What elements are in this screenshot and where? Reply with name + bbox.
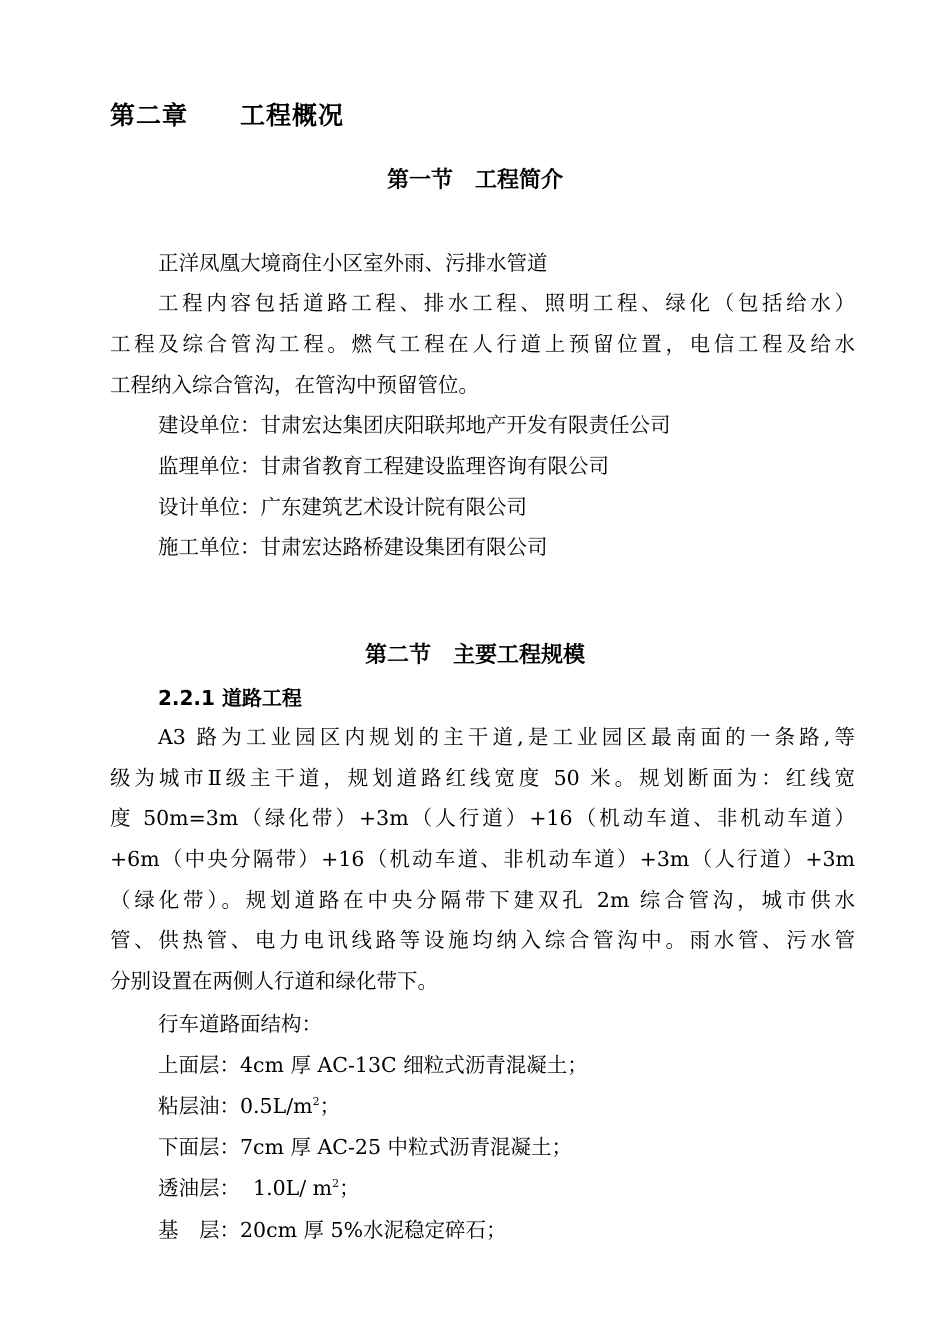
tack-coat-text: 粘层油：0.5L/m [158, 1094, 313, 1118]
scope-line-1: 工程内容包括道路工程、排水工程、照明工程、绿化（包括给水） [158, 291, 855, 315]
road-para-line-5: （绿化带）。规划道路在中央分隔带下建双孔 2m 综合管沟，城市供水 [110, 888, 855, 912]
road-para-line-2: 级为城市Ⅱ级主干道，规划道路红线宽度 50 米。规划断面为：红线宽 [110, 766, 855, 790]
chapter-title: 第二章 工程概况 [110, 101, 345, 130]
subheading-road-works: 2.2.1 道路工程 [158, 686, 302, 710]
road-para-line-1: A3 路为工业园区内规划的主干道,是工业园区最南面的一条路,等 [158, 725, 855, 749]
section-title-intro: 第一节 工程简介 [386, 168, 563, 193]
surface-layer-line: 上面层：4cm 厚 AC-13C 细粒式沥青混凝土； [158, 1053, 588, 1077]
road-para-line-7: 分别设置在两侧人行道和绿化带下。 [110, 969, 438, 993]
tack-coat-superscript: 2 [312, 1095, 320, 1109]
road-para-line-4: +6m（中央分隔带）+16（机动车道、非机动车道）+3m（人行道）+3m [110, 847, 855, 871]
prime-coat-text: 透油层： 1.0L/ m [158, 1176, 333, 1200]
base-layer-line: 基 层：20cm 厚 5%水泥稳定碎石； [158, 1218, 507, 1242]
tack-coat-end: ； [319, 1094, 341, 1118]
road-para-line-6: 管、供热管、电力电讯线路等设施均纳入综合管沟中。雨水管、污水管 [110, 928, 855, 952]
prime-coat-superscript: 2 [332, 1177, 340, 1191]
scope-line-3: 工程纳入综合管沟，在管沟中预留管位。 [110, 373, 479, 397]
tack-coat-line [158, 1086, 340, 1126]
scope-line-2: 工程及综合管沟工程。燃气工程在人行道上预留位置，电信工程及给水 [110, 332, 855, 356]
pavement-structure-title: 行车道路面结构： [158, 1012, 322, 1036]
prime-coat-line [158, 1168, 360, 1208]
prime-coat-end: ； [339, 1176, 360, 1200]
section-title-scale: 第二节 主要工程规模 [364, 643, 585, 668]
project-name-line: 正洋凤凰大境商住小区室外雨、污排水管道 [158, 251, 548, 275]
owner-unit-line: 建设单位：甘肃宏达集团庆阳联邦地产开发有限责任公司 [158, 413, 671, 437]
design-unit-line: 设计单位：广东建筑艺术设计院有限公司 [158, 495, 527, 519]
construction-unit-line: 施工单位：甘肃宏达路桥建设集团有限公司 [158, 535, 548, 559]
lower-layer-line: 下面层：7cm 厚 AC-25 中粒式沥青混凝土； [158, 1135, 573, 1159]
supervision-unit-line: 监理单位：甘肃省教育工程建设监理咨询有限公司 [158, 454, 609, 478]
road-para-line-3: 度 50m=3m（绿化带）+3m（人行道）+16（机动车道、非机动车道） [110, 806, 855, 830]
